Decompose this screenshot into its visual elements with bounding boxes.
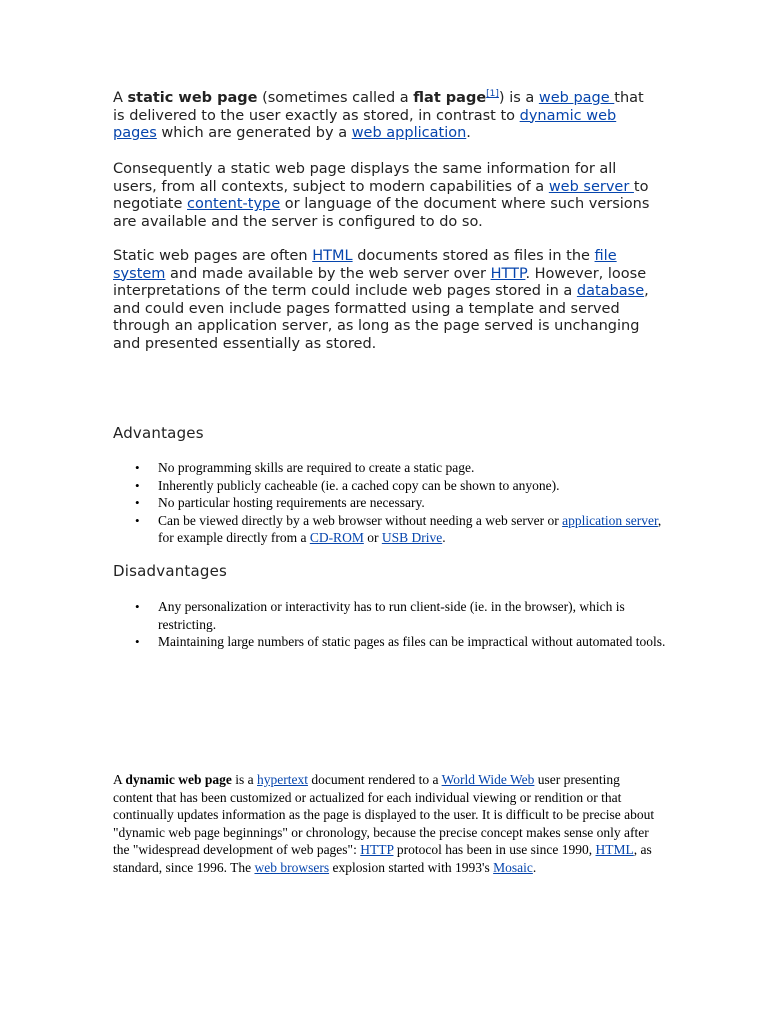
- text: ) is a: [498, 90, 539, 106]
- text: . However, loose interpretations of the term could include web pages stored in a: [113, 265, 647, 299]
- text: user presenting content that has been customized or actualized for each individual viewing or rendition or that continually updates information as the page is displayed to the user. It is difficult to be precise about "dynamic web page beginnings" or chronology, because the precise concept makes sense only after the "widespread development of web pages":: [113, 772, 655, 857]
- link-file-system[interactable]: file system: [113, 248, 617, 282]
- link-web-server[interactable]: web server: [548, 178, 634, 195]
- text: Consequently a static web page displays the same information for all users, from all contexts, subject to modern capabilities of a: [113, 161, 617, 195]
- link-world-wide-web[interactable]: World Wide Web: [441, 772, 535, 787]
- disadvantages-list: [113, 598, 668, 651]
- link-usb-drive[interactable]: USB Drive: [381, 530, 443, 545]
- text: , as standard, since 1996. The: [113, 842, 652, 875]
- link-dynamic-web-pages[interactable]: dynamic web pages: [113, 107, 617, 141]
- text: .: [466, 125, 471, 141]
- text: Can be viewed directly by a web browser without needing a web server or: [158, 512, 563, 528]
- list-item: [158, 512, 668, 547]
- text: document rendered to a: [308, 772, 442, 787]
- link-application-server[interactable]: application server: [562, 512, 658, 528]
- link-web-application[interactable]: web application: [351, 125, 467, 141]
- text: or language of the document where such versions are available and the server is configured to do so.: [113, 196, 650, 230]
- text: .: [532, 859, 537, 875]
- intro-paragraph: [113, 90, 658, 143]
- text: and made available by the web server over: [165, 265, 491, 282]
- consequently-paragraph: [113, 161, 658, 231]
- text: A: [113, 772, 126, 787]
- list-item: • Inherently publicly cacheable (ie. a cached copy can be shown to anyone).: [158, 477, 668, 495]
- disadvantages-heading: Disadvantages: [113, 562, 228, 580]
- text: which are generated by a: [156, 125, 352, 141]
- reference-link-1[interactable]: [1]: [486, 89, 499, 99]
- link-hypertext[interactable]: hypertext: [257, 772, 309, 787]
- link-http[interactable]: HTTP: [360, 842, 394, 857]
- list-item: • No programming skills are required to create a static page.: [158, 459, 668, 477]
- term-static-web-page: static web page: [127, 90, 258, 106]
- text: documents stored as files in the: [352, 248, 595, 264]
- link-cd-rom[interactable]: CD-ROM: [309, 530, 364, 545]
- text: A: [113, 90, 128, 106]
- link-mosaic[interactable]: Mosaic: [493, 859, 533, 875]
- text: protocol has been in use since 1990,: [393, 842, 596, 857]
- text: , and could even include pages formatted using a template and served through an application server, as long as the page served is unchanging and presented essentially as stored.: [113, 283, 649, 352]
- link-web-page[interactable]: web page: [538, 90, 615, 106]
- link-database[interactable]: database: [576, 283, 645, 299]
- advantages-heading: Advantages: [113, 424, 204, 442]
- link-html[interactable]: HTML: [312, 248, 353, 264]
- link-http[interactable]: HTTP: [490, 265, 526, 282]
- text: or: [363, 530, 382, 545]
- text: (sometimes called a: [257, 90, 414, 106]
- link-html[interactable]: HTML: [595, 842, 634, 857]
- static-pages-paragraph: [113, 248, 658, 353]
- list-item: • No particular hosting requirements are necessary.: [158, 494, 668, 512]
- text: explosion started with 1993's: [329, 859, 494, 875]
- advantages-list: [113, 459, 668, 547]
- list-item: • Maintaining large numbers of static pages as files can be impractical without automated tools.: [158, 633, 668, 651]
- text: .: [442, 530, 446, 545]
- text: that is delivered to the user exactly as stored, in contrast to: [113, 90, 644, 124]
- text: to negotiate: [113, 178, 649, 212]
- link-content-type[interactable]: content-type: [187, 196, 281, 212]
- text: , for example directly from a: [158, 512, 662, 545]
- link-web-browsers[interactable]: web browsers: [254, 859, 330, 875]
- list-item: • Any personalization or interactivity has to run client-side (ie. in the browser), which is restricting.: [158, 598, 668, 633]
- text: Static web pages are often: [113, 248, 313, 264]
- text: is a: [231, 772, 258, 787]
- term-dynamic-web-page: dynamic web page: [125, 772, 232, 787]
- dynamic-web-page-paragraph: [113, 771, 658, 876]
- term-flat-page: flat page: [413, 90, 487, 106]
